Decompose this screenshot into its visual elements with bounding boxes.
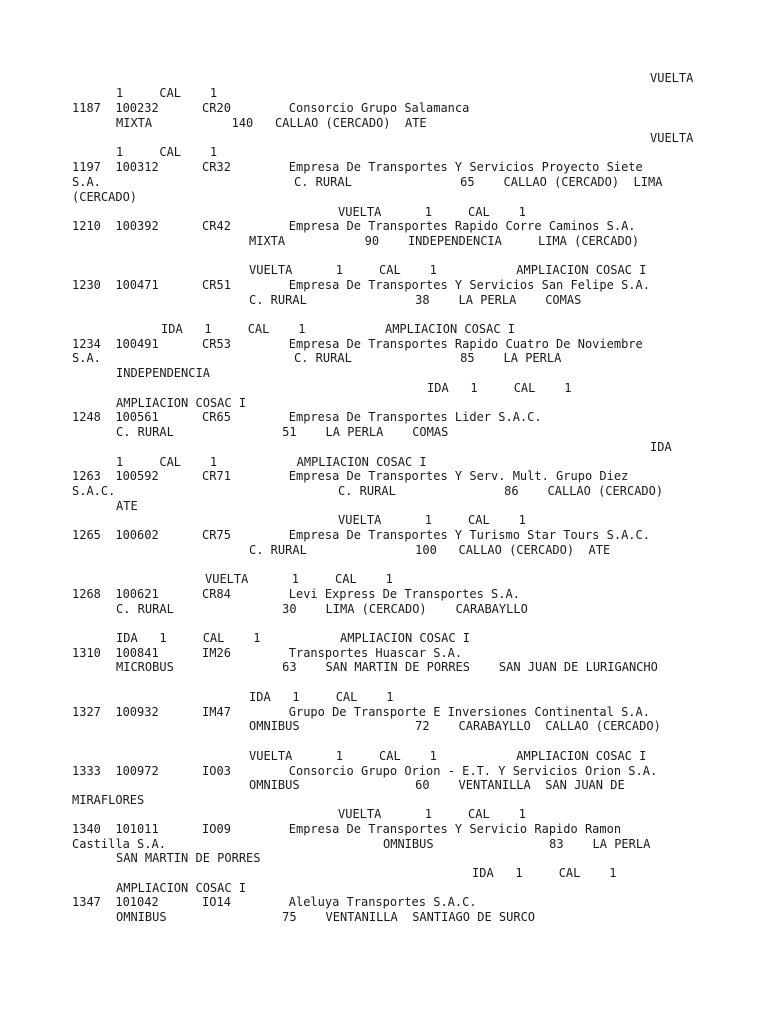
text-line: OMNIBUS 60 VENTANILLA SAN JUAN DE (249, 778, 625, 792)
text-line: MICROBUS 63 SAN MARTIN DE PORRES SAN JUAN DE LURIGANCHO (116, 660, 658, 674)
text-line: 1230 100471 CR51 Empresa De Transportes Y Servicios San Felipe S.A. (72, 278, 650, 292)
text-line: 1234 100491 CR53 Empresa De Transportes Rapido Cuatro De Noviembre (72, 337, 643, 351)
text-line: MIXTA 90 INDEPENDENCIA LIMA (CERCADO) (249, 234, 640, 248)
text-line: 1333 100972 IO03 Consorcio Grupo Orion - E.T. Y Servicios Orion S.A. (72, 764, 658, 778)
text-line: 1347 101042 IO14 Aleluya Transportes S.A.C. (72, 895, 477, 909)
text-line: 1248 100561 CR65 Empresa De Transportes Lider S.A.C. (72, 410, 542, 424)
text-line: SAN MARTIN DE PORRES (116, 851, 261, 865)
text-line: C. RURAL 85 LA PERLA (294, 351, 562, 365)
text-line: INDEPENDENCIA (116, 366, 210, 380)
text-line: IDA 1 CAL 1 (249, 690, 394, 704)
text-line: OMNIBUS 83 LA PERLA (383, 837, 651, 851)
text-line: C. RURAL 51 LA PERLA COMAS (116, 425, 449, 439)
text-line: 1265 100602 CR75 Empresa De Transportes Y Turismo Star Tours S.A.C. (72, 528, 650, 542)
text-line: IDA 1 CAL 1 AMPLIACION COSAC I (116, 631, 471, 645)
text-line: AMPLIACION COSAC I (116, 396, 247, 410)
text-line: C. RURAL 38 LA PERLA COMAS (249, 293, 582, 307)
text-line: 1340 101011 IO09 Empresa De Transportes Y Servicio Rapido Ramon (72, 822, 622, 836)
text-line: (CERCADO) (72, 190, 138, 204)
text-line: VUELTA (650, 131, 694, 145)
text-line: MIXTA 140 CALLAO (CERCADO) ATE (116, 116, 427, 130)
text-line: VUELTA 1 CAL 1 (338, 205, 526, 219)
text-line: AMPLIACION COSAC I (116, 881, 247, 895)
text-line: VUELTA 1 CAL 1 AMPLIACION COSAC I (249, 749, 647, 763)
text-line: C. RURAL 30 LIMA (CERCADO) CARABAYLLO (116, 602, 528, 616)
text-line: VUELTA 1 CAL 1 (205, 572, 393, 586)
text-line: VUELTA 1 CAL 1 (338, 807, 526, 821)
text-line: OMNIBUS 75 VENTANILLA SANTIAGO DE SURCO (116, 910, 536, 924)
text-line: IDA 1 CAL 1 (472, 866, 617, 880)
text-line: 1327 100932 IM47 Grupo De Transporte E Inversiones Continental S.A. (72, 705, 650, 719)
text-line: 1310 100841 IM26 Transportes Huascar S.A. (72, 646, 463, 660)
text-line: VUELTA (650, 71, 694, 85)
text-line: MIRAFLORES (72, 793, 145, 807)
text-line: OMNIBUS 72 CARABAYLLO CALLAO (CERCADO) (249, 719, 661, 733)
text-line: 1 CAL 1 AMPLIACION COSAC I (116, 455, 427, 469)
text-line: S.A.C. (72, 484, 116, 498)
text-line: VUELTA 1 CAL 1 AMPLIACION COSAC I (249, 263, 647, 277)
text-line: 1 CAL 1 (116, 86, 218, 100)
text-line: 1197 100312 CR32 Empresa De Transportes Y Servicios Proyecto Siete (72, 160, 643, 174)
text-line: C. RURAL 100 CALLAO (CERCADO) ATE (249, 543, 611, 557)
text-line: VUELTA 1 CAL 1 (338, 513, 526, 527)
text-line: ATE (116, 499, 138, 513)
text-line: C. RURAL 65 CALLAO (CERCADO) LIMA (294, 175, 663, 189)
text-line: 1 CAL 1 (116, 145, 218, 159)
text-line: S.A. (72, 175, 101, 189)
text-line: 1268 100621 CR84 Levi Express De Transportes S.A. (72, 587, 520, 601)
text-line: C. RURAL 86 CALLAO (CERCADO) (338, 484, 664, 498)
text-line: 1210 100392 CR42 Empresa De Transportes Rapido Corre Caminos S.A. (72, 219, 636, 233)
text-line: S.A. (72, 351, 101, 365)
text-line: IDA 1 CAL 1 AMPLIACION COSAC I (161, 322, 516, 336)
text-line: IDA 1 CAL 1 (427, 381, 572, 395)
text-line: 1263 100592 CR71 Empresa De Transportes Y Serv. Mult. Grupo Diez (72, 469, 629, 483)
text-line: Castilla S.A. (72, 837, 166, 851)
text-line: 1187 100232 CR20 Consorcio Grupo Salamanca (72, 101, 470, 115)
text-line: IDA (650, 440, 672, 454)
